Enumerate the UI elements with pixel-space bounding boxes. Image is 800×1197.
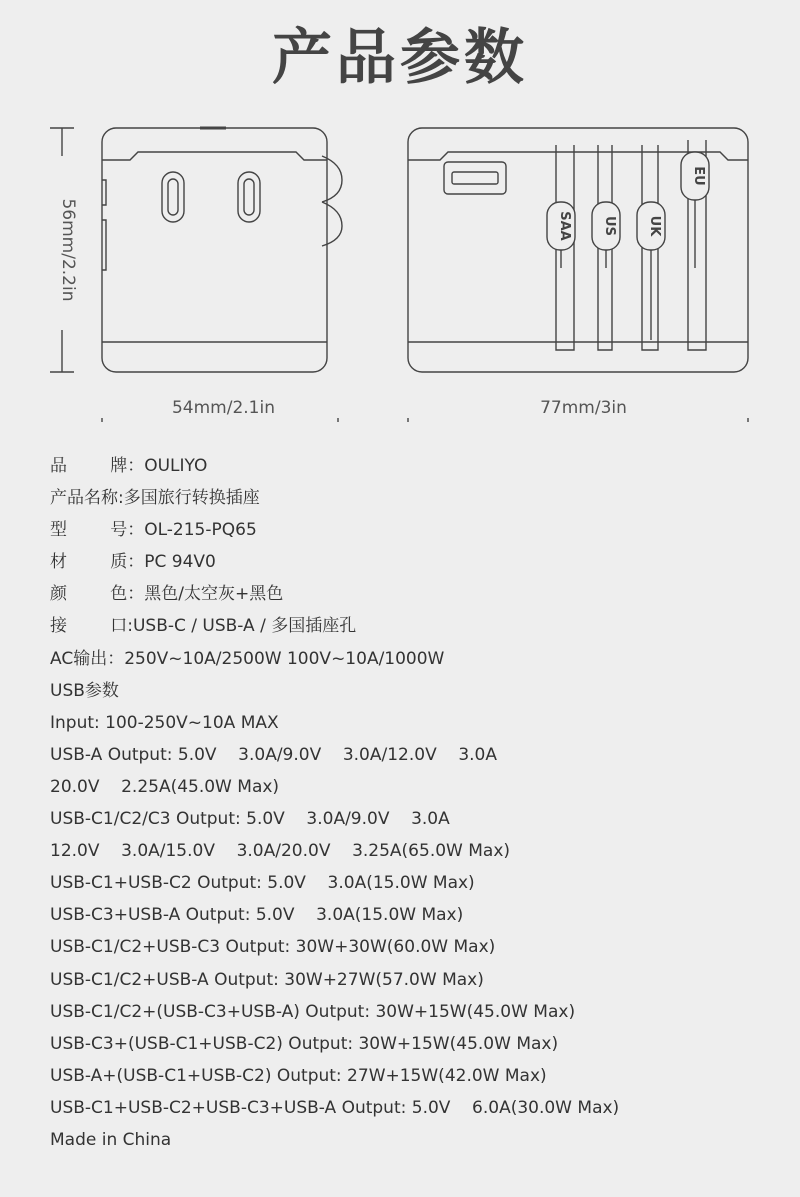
spec-input: Input: 100-250V~10A MAX — [50, 712, 279, 733]
spec-c3-c1c2-output: USB-C3+(USB-C1+USB-C2) Output: 30W+15W(45.0W Max) — [50, 1033, 559, 1054]
length-dimension-text: 77mm/3in — [534, 398, 633, 418]
spec-a-c1c2-output: USB-A+(USB-C1+USB-C2) Output: 27W+15W(42.0W Max) — [50, 1065, 547, 1086]
product-drawing — [0, 110, 800, 440]
plug-label-uk: UK — [647, 215, 662, 237]
spec-color: 颜 色：黑色/太空灰+黑色 — [50, 584, 284, 605]
height-dimension-label: 56mm/2.2in — [58, 179, 78, 321]
width-dimension-label — [95, 398, 352, 418]
plug-label-us: US — [602, 216, 617, 236]
width-dimension-text: 54mm/2.1in — [166, 398, 281, 418]
spec-model: 型 号：OL-215-PQ65 — [50, 520, 257, 541]
page-title: 产品参数 — [272, 23, 528, 93]
spec-c3-a-output: USB-C3+USB-A Output: 5.0V 3.0A(15.0W Max) — [50, 905, 464, 926]
spec-product-name: 产品名称:多国旅行转换插座 — [50, 488, 260, 509]
plug-label-saa: SAA — [557, 211, 572, 241]
spec-usb-a-output: USB-A Output: 5.0V 3.0A/9.0V 3.0A/12.0V 3.0A — [50, 744, 497, 765]
spec-usb-c-output-cont: 12.0V 3.0A/15.0V 3.0A/20.0V 3.25A(65.0W Max) — [50, 841, 511, 862]
spec-usb-a-output-cont: 20.0V 2.25A(45.0W Max) — [50, 776, 280, 797]
spec-usb-header: USB参数 — [50, 680, 119, 701]
spec-usb-c-output: USB-C1/C2/C3 Output: 5.0V 3.0A/9.0V 3.0A — [50, 809, 450, 830]
spec-c1c2-c3a-output: USB-C1/C2+(USB-C3+USB-A) Output: 30W+15W(45.0W Max) — [50, 1001, 576, 1022]
spec-list — [50, 450, 770, 1156]
side-view — [408, 128, 748, 372]
plug-label-eu: EU — [691, 166, 706, 186]
front-view — [102, 128, 342, 372]
spec-brand: 品 牌：OULIYO — [50, 456, 208, 476]
spec-ports: 接 口:USB-C / USB-A / 多国插座孔 — [50, 616, 357, 637]
spec-all-ports-output: USB-C1+USB-C2+USB-C3+USB-A Output: 5.0V 6.0A(30.0W Max) — [50, 1097, 620, 1118]
spec-material: 材 质：PC 94V0 — [50, 552, 216, 573]
spec-c1c2-a-output: USB-C1/C2+USB-A Output: 30W+27W(57.0W Max) — [50, 969, 484, 990]
spec-c1c2-c3-output: USB-C1/C2+USB-C3 Output: 30W+30W(60.0W Max) — [50, 937, 496, 958]
spec-ac-output: AC输出：250V~10A/2500W 100V~10A/1000W — [50, 648, 445, 669]
spec-c1-c2-output: USB-C1+USB-C2 Output: 5.0V 3.0A(15.0W Max) — [50, 873, 475, 894]
spec-origin: Made in China — [50, 1129, 172, 1150]
length-dimension-label — [405, 398, 762, 418]
